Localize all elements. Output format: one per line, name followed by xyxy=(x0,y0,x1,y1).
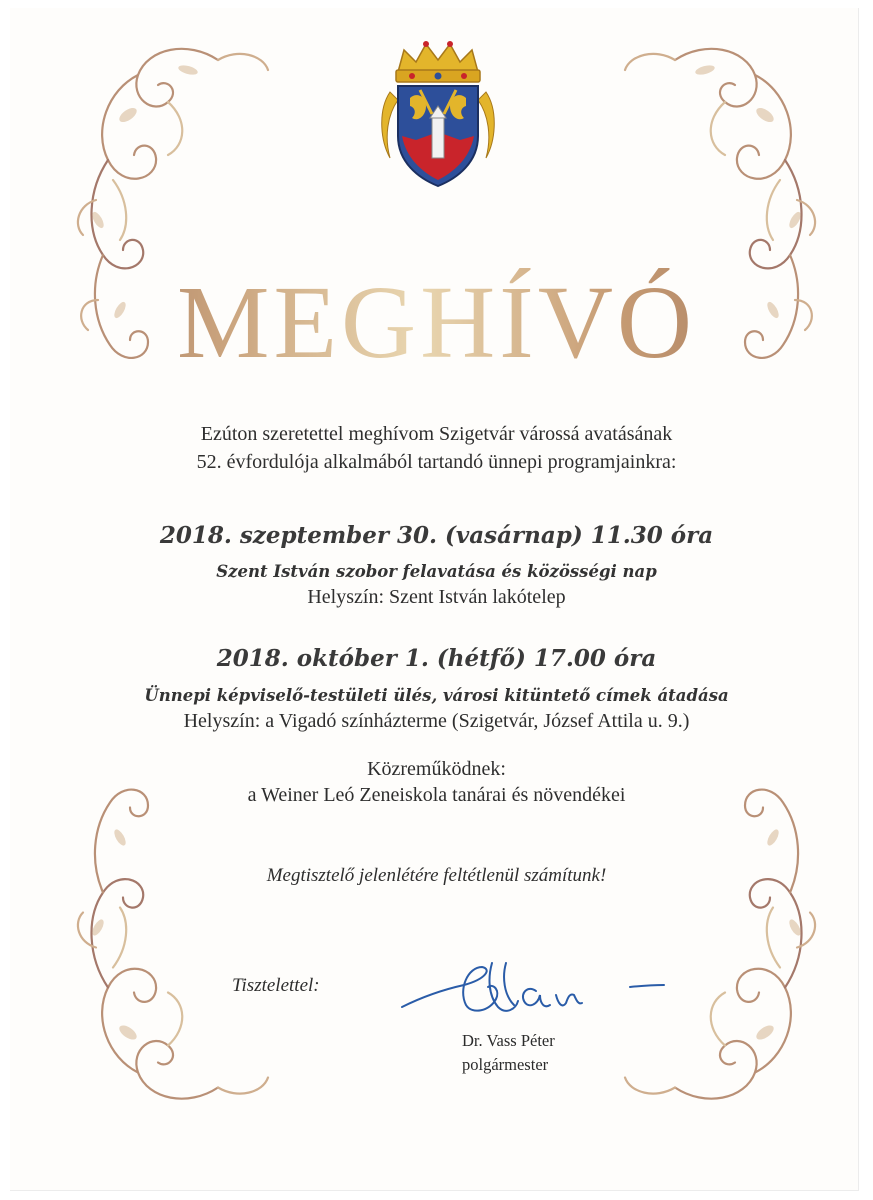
event-1-date: 2018. szeptember 30. (vasárnap) 11.30 óra xyxy=(159,522,714,549)
page-title: MEGHÍVÓ xyxy=(0,268,873,378)
event-1-title: Szent István szobor felavatása és közösségi nap xyxy=(216,562,657,581)
event-1-location: Helyszín: Szent István lakótelep xyxy=(307,586,566,608)
signature-icon xyxy=(396,955,676,1025)
contributors-text: a Weiner Leó Zeneiskola tanárai és növendékei xyxy=(247,784,626,806)
intro-line-1: Ezúton szeretettel meghívom Szigetvár várossá avatásának xyxy=(200,423,673,445)
ornament-flourish-icon xyxy=(68,755,278,1120)
closing-line: Megtisztelő jelenlétére feltétlenül számítunk! xyxy=(266,865,607,886)
intro-line-2: 52. évfordulója alkalmából tartandó ünnepi programjainkra: xyxy=(196,451,677,473)
signer-name: Dr. Vass Péter xyxy=(462,1031,555,1050)
event-2-date: 2018. október 1. (hétfő) 17.00 óra xyxy=(216,645,657,672)
event-2-location: Helyszín: a Vigadó színházterme (Szigetvár, József Attila u. 9.) xyxy=(183,710,690,732)
event-2-title: Ünnepi képviselő-testületi ülés, városi kitüntető címek átadása xyxy=(144,686,729,705)
contributors-label: Közreműködnek: xyxy=(367,758,506,780)
regards-label: Tisztelettel: xyxy=(232,975,320,996)
signer-title: polgármester xyxy=(462,1055,549,1074)
coat-of-arms-icon xyxy=(376,40,500,190)
